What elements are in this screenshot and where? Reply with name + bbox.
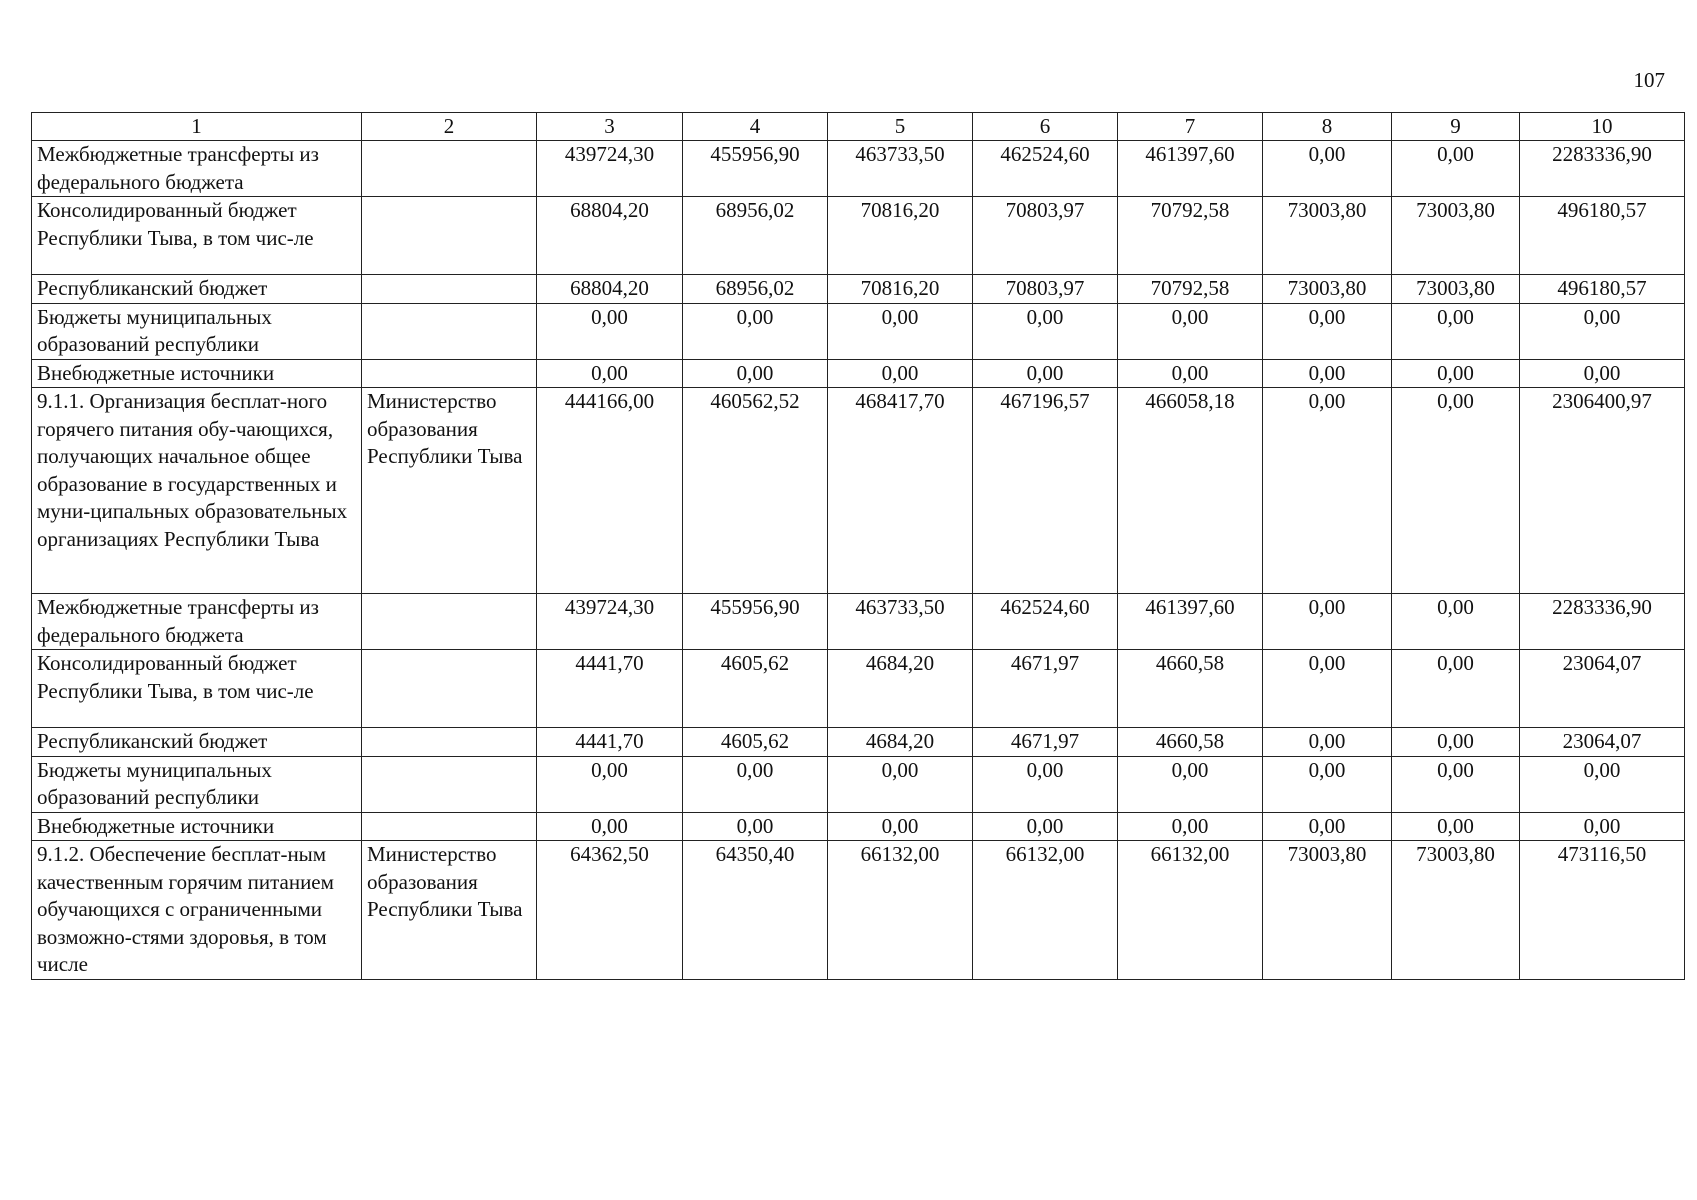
row-value: 0,00 [1392, 388, 1520, 594]
row-value: 444166,00 [537, 388, 683, 594]
table-row [32, 728, 1685, 757]
row-value: 0,00 [1392, 303, 1520, 359]
row-value: 4441,70 [537, 650, 683, 728]
row-name: Консолидированный бюджет Республики Тыва, в том чис-ле [32, 197, 362, 275]
row-value: 0,00 [1263, 812, 1392, 841]
row-value: 468417,70 [828, 388, 973, 594]
column-number: 6 [973, 113, 1118, 141]
row-name: Республиканский бюджет [32, 728, 362, 757]
row-executor [362, 275, 537, 304]
column-number: 2 [362, 113, 537, 141]
row-value: 23064,07 [1520, 728, 1685, 757]
row-value: 0,00 [1263, 388, 1392, 594]
row-value: 0,00 [1118, 812, 1263, 841]
row-name: Республиканский бюджет [32, 275, 362, 304]
column-number: 1 [32, 113, 362, 141]
table-body [32, 141, 1685, 980]
column-number: 5 [828, 113, 973, 141]
row-value: 466058,18 [1118, 388, 1263, 594]
row-executor [362, 303, 537, 359]
row-executor [362, 359, 537, 388]
row-value: 0,00 [973, 756, 1118, 812]
row-value: 70816,20 [828, 275, 973, 304]
row-value: 0,00 [1263, 756, 1392, 812]
row-value: 463733,50 [828, 594, 973, 650]
row-value: 0,00 [537, 303, 683, 359]
row-value: 0,00 [1392, 728, 1520, 757]
row-name: Консолидированный бюджет Республики Тыва, в том чис-ле [32, 650, 362, 728]
row-value: 462524,60 [973, 141, 1118, 197]
row-value: 73003,80 [1263, 275, 1392, 304]
table-row [32, 197, 1685, 275]
row-executor: Министерство образования Республики Тыва [362, 841, 537, 980]
row-value: 0,00 [973, 812, 1118, 841]
row-value: 64362,50 [537, 841, 683, 980]
row-value: 2306400,97 [1520, 388, 1685, 594]
table-row [32, 275, 1685, 304]
column-number: 4 [683, 113, 828, 141]
row-value: 0,00 [828, 756, 973, 812]
row-value: 0,00 [683, 303, 828, 359]
row-value: 0,00 [1263, 141, 1392, 197]
row-value: 68804,20 [537, 197, 683, 275]
row-value: 439724,30 [537, 594, 683, 650]
column-number: 9 [1392, 113, 1520, 141]
row-executor [362, 756, 537, 812]
row-value: 0,00 [828, 812, 973, 841]
row-value: 70803,97 [973, 197, 1118, 275]
row-value: 4605,62 [683, 728, 828, 757]
row-executor: Министерство образования Республики Тыва [362, 388, 537, 594]
table-row [32, 141, 1685, 197]
row-value: 64350,40 [683, 841, 828, 980]
row-executor [362, 197, 537, 275]
row-value: 4671,97 [973, 728, 1118, 757]
row-value: 73003,80 [1392, 841, 1520, 980]
row-value: 0,00 [1520, 756, 1685, 812]
row-value: 0,00 [537, 812, 683, 841]
row-value: 455956,90 [683, 141, 828, 197]
row-value: 0,00 [1392, 359, 1520, 388]
row-name: Межбюджетные трансферты из федерального бюджета [32, 141, 362, 197]
row-value: 73003,80 [1263, 841, 1392, 980]
row-value: 462524,60 [973, 594, 1118, 650]
row-value: 2283336,90 [1520, 141, 1685, 197]
row-value: 461397,60 [1118, 141, 1263, 197]
row-value: 4684,20 [828, 650, 973, 728]
row-value: 463733,50 [828, 141, 973, 197]
row-value: 460562,52 [683, 388, 828, 594]
row-value: 23064,07 [1520, 650, 1685, 728]
column-number: 10 [1520, 113, 1685, 141]
table-row [32, 359, 1685, 388]
column-number: 8 [1263, 113, 1392, 141]
row-executor [362, 812, 537, 841]
row-value: 0,00 [1392, 141, 1520, 197]
row-value: 0,00 [1520, 812, 1685, 841]
row-value: 0,00 [683, 756, 828, 812]
row-value: 0,00 [683, 812, 828, 841]
row-value: 0,00 [1520, 359, 1685, 388]
row-value: 0,00 [1392, 594, 1520, 650]
row-value: 68804,20 [537, 275, 683, 304]
row-value: 70792,58 [1118, 275, 1263, 304]
row-executor [362, 728, 537, 757]
row-value: 0,00 [1263, 650, 1392, 728]
row-value: 73003,80 [1392, 275, 1520, 304]
row-executor [362, 141, 537, 197]
row-value: 66132,00 [1118, 841, 1263, 980]
budget-table [31, 112, 1685, 980]
column-number-row [32, 113, 1685, 141]
row-value: 0,00 [537, 756, 683, 812]
column-number: 7 [1118, 113, 1263, 141]
row-value: 66132,00 [828, 841, 973, 980]
row-value: 0,00 [828, 303, 973, 359]
row-value: 0,00 [537, 359, 683, 388]
row-name: Бюджеты муниципальных образований республики [32, 303, 362, 359]
row-value: 70792,58 [1118, 197, 1263, 275]
row-name: 9.1.1. Организация бесплат-ного горячего питания обу-чающихся, получающих начальное общее образование в государственных и муни-ципальных образовательных организациях Республики Тыва [32, 388, 362, 594]
row-value: 0,00 [1392, 650, 1520, 728]
row-executor [362, 650, 537, 728]
row-value: 0,00 [1263, 303, 1392, 359]
table-row [32, 841, 1685, 980]
row-name: Межбюджетные трансферты из федерального бюджета [32, 594, 362, 650]
row-value: 439724,30 [537, 141, 683, 197]
row-value: 0,00 [1118, 359, 1263, 388]
row-value: 0,00 [1263, 359, 1392, 388]
page-number: 107 [1633, 68, 1665, 92]
row-value: 70803,97 [973, 275, 1118, 304]
row-value: 0,00 [973, 303, 1118, 359]
row-value: 0,00 [683, 359, 828, 388]
row-value: 0,00 [1118, 303, 1263, 359]
row-value: 2283336,90 [1520, 594, 1685, 650]
row-value: 73003,80 [1263, 197, 1392, 275]
row-value: 66132,00 [973, 841, 1118, 980]
row-value: 0,00 [1392, 756, 1520, 812]
row-value: 455956,90 [683, 594, 828, 650]
row-value: 461397,60 [1118, 594, 1263, 650]
row-value: 4441,70 [537, 728, 683, 757]
table-row [32, 812, 1685, 841]
row-value: 4660,58 [1118, 650, 1263, 728]
row-name: Внебюджетные источники [32, 812, 362, 841]
row-value: 4671,97 [973, 650, 1118, 728]
row-value: 0,00 [1263, 728, 1392, 757]
row-value: 70816,20 [828, 197, 973, 275]
row-value: 496180,57 [1520, 275, 1685, 304]
row-value: 0,00 [1520, 303, 1685, 359]
row-value: 0,00 [973, 359, 1118, 388]
row-name: 9.1.2. Обеспечение бесплат-ным качественным горячим питанием обучающихся с ограниченными возможно-стями здоровья, в том числе [32, 841, 362, 980]
row-value: 0,00 [1263, 594, 1392, 650]
table-row [32, 650, 1685, 728]
row-name: Бюджеты муниципальных образований республики [32, 756, 362, 812]
table-row [32, 594, 1685, 650]
row-value: 0,00 [1118, 756, 1263, 812]
row-value: 68956,02 [683, 197, 828, 275]
table-row [32, 388, 1685, 594]
row-value: 68956,02 [683, 275, 828, 304]
column-number: 3 [537, 113, 683, 141]
row-value: 473116,50 [1520, 841, 1685, 980]
table-row [32, 756, 1685, 812]
row-value: 0,00 [1392, 812, 1520, 841]
row-value: 4605,62 [683, 650, 828, 728]
row-value: 0,00 [828, 359, 973, 388]
row-value: 4684,20 [828, 728, 973, 757]
row-name: Внебюджетные источники [32, 359, 362, 388]
row-executor [362, 594, 537, 650]
row-value: 4660,58 [1118, 728, 1263, 757]
table-row [32, 303, 1685, 359]
row-value: 73003,80 [1392, 197, 1520, 275]
row-value: 467196,57 [973, 388, 1118, 594]
row-value: 496180,57 [1520, 197, 1685, 275]
